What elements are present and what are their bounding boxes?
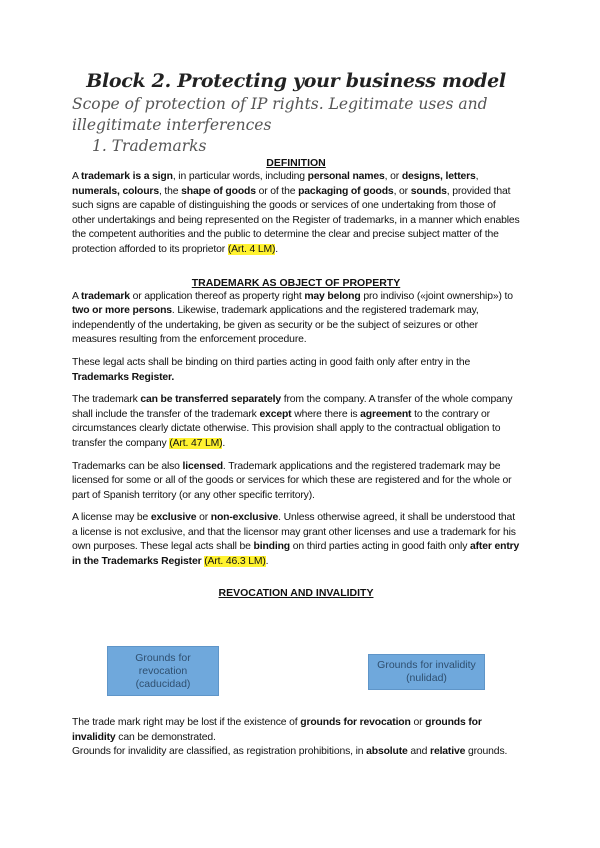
section-subtitle: Scope of protection of IP rights. Legitimate uses and illegitimate interferences — [72, 95, 488, 134]
definition-paragraph: A trademark is a sign, in particular words, including personal names, or designs, letters, numerals, colours, the shape of goods or of the packaging of goods, or sounds, provided that such signs are capable of distinguishing the goods or services of one undertaking from those of other undertakings and being represented on the Register of trademarks, in a manner which enables the competent authorities and the public to determine the clear and precise subject matter of the protection afforded to its proprietor (Art. 4 LM). — [72, 171, 520, 255]
definition-heading: DEFINITION — [266, 157, 326, 169]
box-label: Grounds for invalidity (nulidad) — [377, 659, 476, 684]
article-reference: (Art. 4 LM) — [227, 243, 276, 255]
revocation-paragraph-2: Grounds for invalidity are classified, as registration prohibitions, in absolute and relative grounds. — [72, 746, 508, 758]
property-paragraph-2: These legal acts shall be binding on third parties acting in good faith only after entry in the Trademarks Register. — [72, 356, 471, 383]
revocation-heading: REVOCATION AND INVALIDITY — [218, 586, 374, 599]
property-paragraph-1: A trademark or application thereof as property right may belong pro indiviso («joint ownership») to two or more persons. Likewise, trademark applications and the registered trademark may, independently of the undertaking, be given as security or be the subject of seizures or other measures resulting from the enforcement procedure. — [72, 290, 513, 346]
property-paragraph-5: A license may be exclusive or non-exclusive. Unless otherwise agreed, it shall be understood that a license is not exclusive, and that the licensor may grant other licenses and use a trademark for his own purposes. These legal acts shall be binding on third parties acting in good faith only after entry in the Trademarks Register (Art. 46.3 LM). — [72, 512, 520, 568]
property-paragraph-3: The trademark can be transferred separately from the company. A transfer of the whole company shall include the transfer of the trademark except where there is agreement to the contrary or circumstances clearly dictate otherwise. This provision shall apply to the contractual obligation to transfer the company (Art. 47 LM). — [72, 394, 513, 449]
article-reference: (Art. 46.3 LM) — [204, 556, 266, 568]
subsection-heading: 1. Trademarks — [92, 137, 207, 155]
property-paragraph-4: Trademarks can be also licensed. Trademark applications and the registered trademark may be licensed for some or all of the goods or services for which these are registered and for the whole or part of Spanish territory (or any other specific territory). — [72, 460, 512, 501]
revocation-paragraph-1: The trade mark right may be lost if the existence of grounds for revocation or grounds for invalidity can be demonstrated. — [72, 717, 482, 743]
box-label: Grounds for revocation (caducidad) — [135, 651, 191, 690]
grounds-for-invalidity-box — [368, 654, 485, 690]
grounds-for-revocation-box — [107, 646, 219, 696]
document-page — [72, 70, 520, 600]
revocation-text — [72, 716, 520, 760]
property-heading: TRADEMARK AS OBJECT OF PROPERTY — [191, 276, 401, 289]
page-title: Block 2. Protecting your business model — [86, 70, 506, 92]
article-reference: (Art. 47 LM) — [169, 437, 223, 449]
